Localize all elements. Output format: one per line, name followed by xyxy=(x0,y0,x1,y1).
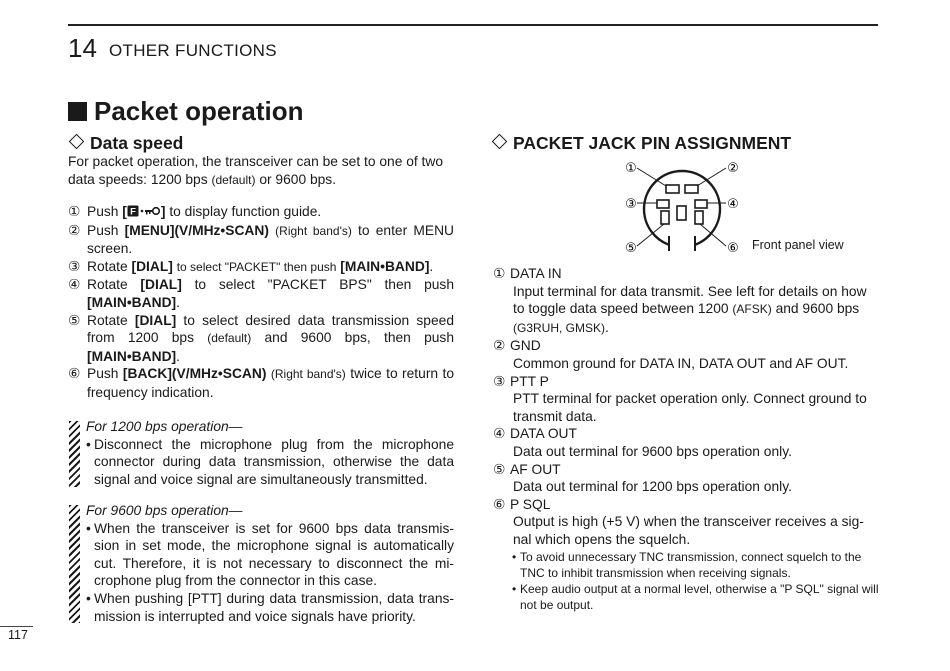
center-key xyxy=(677,206,686,220)
leader-6 xyxy=(700,224,726,246)
section-title xyxy=(68,96,304,127)
diagram-label-5: ⑤ xyxy=(625,241,637,256)
chapter-title: OTHER FUNCTIONS xyxy=(109,41,277,60)
pin-5 xyxy=(661,211,669,224)
diagram-label-1: ① xyxy=(625,161,637,176)
section-title-text: Packet operation xyxy=(94,96,304,126)
jack-heading: PACKET JACK PIN ASSIGNMENT xyxy=(493,133,791,154)
jack-notch-gap xyxy=(669,242,695,254)
note-hatch-icon xyxy=(69,505,80,623)
pin-6 xyxy=(695,211,703,224)
key-icon xyxy=(127,204,161,222)
step-1: ① Push [ F ] to display function guide. xyxy=(68,203,454,222)
note-title: For 9600 bps operation— xyxy=(86,503,243,518)
psql-bullet: • Keep audio output at a normal level, otherwise a "P SQL" signal will not be output. xyxy=(512,581,879,612)
pin-description: Data out terminal for 1200 bps operation only. xyxy=(513,479,792,495)
step-4: ④ Rotate [DIAL] to select "PACKET BPS" then push [MAIN•BAND]. xyxy=(68,277,455,310)
data-speed-steps xyxy=(68,203,454,402)
data-speed-intro: For packet operation, the transceiver can be set to one of two data speeds: 1200 bps (default) or 9600 bps. xyxy=(68,154,444,187)
diagram-label-4: ④ xyxy=(727,197,739,212)
step-2: ② Push [MENU](V/MHz•SCAN) (Right band's) to enter MENU screen. xyxy=(68,222,455,257)
pin-label: ① DATA IN xyxy=(493,266,562,281)
key-icon-letter: F xyxy=(129,206,136,217)
header-rule xyxy=(68,24,878,26)
pin-description: PTT terminal for packet operation only. Connect ground to transmit data. xyxy=(513,391,867,424)
pin-description: Output is high (+5 V) when the transceiver receives a sig-nal which opens the squelch. xyxy=(513,514,864,547)
diamond-icon xyxy=(69,134,85,150)
jack-diagram xyxy=(618,156,748,256)
diamond-icon xyxy=(492,134,508,150)
note-title: For 1200 bps operation— xyxy=(86,419,243,434)
leader-5 xyxy=(637,224,664,246)
data-speed-heading: Data speed xyxy=(68,133,183,154)
note-bullet: • Disconnect the microphone plug from the microphone connector during data transmission, otherwise the data signal and voice signal are simultaneously transmitted. xyxy=(86,436,454,487)
pin-label: ④ DATA OUT xyxy=(493,426,577,442)
pin-list xyxy=(493,265,881,613)
pin-label: ⑥ P SQL xyxy=(493,496,551,512)
page-number: 117 xyxy=(8,628,28,642)
step-5: ⑤ Rotate [DIAL] to select desired data transmission speed from 1200 bps (default) and 9600 bps, then push [MAIN•BAND]. xyxy=(68,312,455,364)
note-1200 xyxy=(86,418,454,488)
pin-label: ③ PTT P xyxy=(493,373,549,389)
pin-label: ② GND xyxy=(493,338,541,354)
note-hatch-icon xyxy=(69,421,80,487)
chapter-number: 14 xyxy=(68,33,97,63)
psql-bullet: • To avoid unnecessary TNC transmission, connect squelch to the TNC to inhibit transmission when receiving signals. xyxy=(512,549,862,580)
page-number-rule xyxy=(0,626,33,627)
diagram-label-3: ③ xyxy=(625,197,637,212)
front-panel-label: Front panel view xyxy=(752,238,844,252)
pin-2 xyxy=(685,185,698,193)
pin-3 xyxy=(657,200,669,208)
pin-description: Data out terminal for 9600 bps operation only. xyxy=(513,443,792,459)
pin-4 xyxy=(695,200,707,208)
diagram-label-6: ⑥ xyxy=(727,241,739,256)
note-bullet: • When the transceiver is set for 9600 bps data transmis-sion in set mode, the microphone signal is automatically cut. Therefore, it is not necessary to disconnect the mi-crophone plug from the connector in this case. xyxy=(86,520,454,589)
square-bullet-icon xyxy=(68,102,87,121)
note-9600 xyxy=(86,502,454,625)
step-3: ③ Rotate [DIAL] to select "PACKET" then push [MAIN•BAND]. xyxy=(68,258,434,274)
note-bullet: • When pushing [PTT] during data transmission, data trans-mission is interrupted and voice signals have priority. xyxy=(86,590,454,624)
pin-1 xyxy=(666,185,679,193)
step-6: ⑥ Push [BACK](V/MHz•SCAN) (Right band's) twice to return to frequency indication. xyxy=(68,366,455,400)
jack-outline xyxy=(644,171,720,247)
diagram-label-2: ② xyxy=(727,161,739,176)
pin-description: Common ground for DATA IN, DATA OUT and AF OUT. xyxy=(513,355,849,371)
pin-label: ⑤ AF OUT xyxy=(493,461,561,477)
pin-description: Input terminal for data transmit. See left for details on how to toggle data speed between 1200 (AFSK) and 9600 bps (G3RUH, GMSK). xyxy=(513,283,867,335)
